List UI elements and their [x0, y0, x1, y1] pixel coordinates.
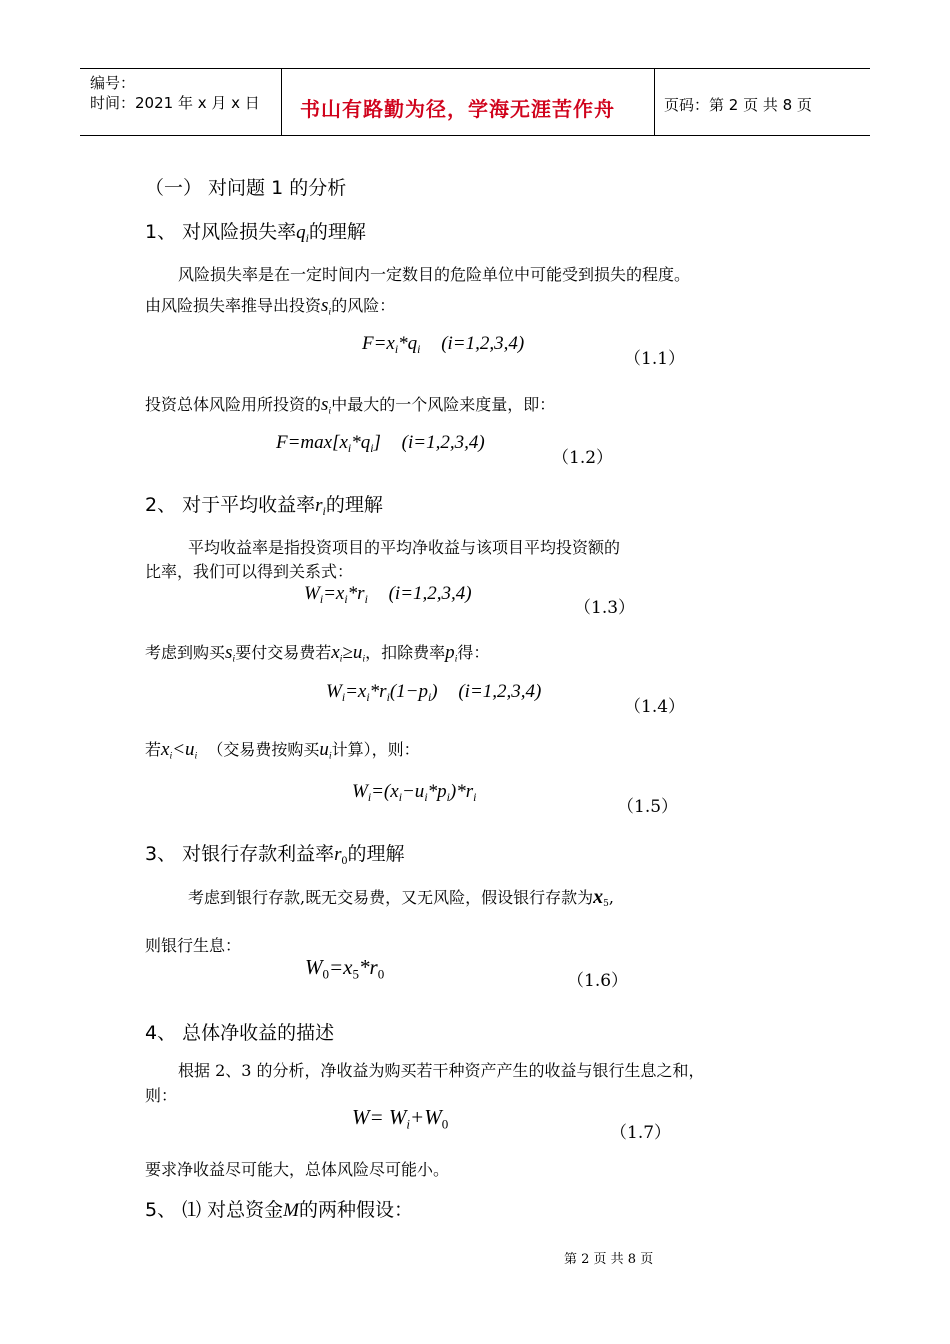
eq-part: (1−p: [389, 681, 428, 702]
paragraph: [145, 293, 395, 317]
eq-part: *r: [359, 955, 378, 979]
sub-i: i: [454, 653, 458, 665]
subsection-5-heading: [145, 1195, 413, 1222]
equation-1-3: [304, 583, 472, 605]
sub-i: i: [446, 791, 450, 805]
equation-number: （1.7）: [610, 1123, 672, 1143]
sub-i: i: [322, 505, 326, 519]
text-run: 计算），则：: [331, 740, 420, 759]
sub-i: i: [366, 691, 370, 705]
eq-range: (i=1,2,3,4): [401, 432, 485, 453]
sub-zero: 0: [341, 854, 348, 868]
eq-part: W: [326, 681, 342, 702]
sub-five: 5: [603, 899, 609, 910]
sub-i: i: [232, 653, 236, 665]
sub-i: i: [473, 791, 477, 805]
text-run: 考虑到银行存款,既无交易费，又无风险，假设银行存款为: [188, 888, 594, 907]
eq-part: <u: [172, 739, 195, 760]
eq-part: *q: [351, 432, 371, 453]
text-run: 投资总体风险用所投资的: [145, 395, 322, 414]
eq-part: *r: [369, 681, 387, 702]
subsection-1-heading: [145, 217, 366, 244]
subsection-1-title-post: 的理解: [308, 221, 366, 243]
equation-number: （1.2）: [552, 448, 614, 468]
header-divider-right: [654, 68, 655, 136]
eq-part: *q: [398, 333, 418, 354]
subsection-2-title-pre: 2、 对于平均收益率: [145, 494, 316, 516]
eq-part: ): [431, 681, 438, 702]
sub-i: i: [367, 791, 372, 805]
paragraph: [145, 640, 489, 664]
var-x: x: [331, 642, 340, 663]
header-divider-left: [281, 68, 282, 136]
eq-range: (i=1,2,3,4): [441, 333, 525, 354]
sub-zero: 0: [377, 966, 385, 982]
var-r: r: [315, 495, 323, 516]
paragraph: 风险损失率是在一定时间内一定数目的危险单位中可能受到损失的程度。: [178, 265, 691, 284]
sub-zero: 0: [322, 966, 330, 982]
eq-part: W: [304, 583, 320, 604]
sub-i: i: [347, 442, 352, 456]
paragraph: 平均收益率是指投资项目的平均净收益与该项目平均投资额的: [188, 538, 621, 557]
var-x: x: [593, 886, 604, 908]
text-run: 由风险损失率推导出投资: [145, 296, 322, 315]
header-bottom-rule: [80, 135, 870, 136]
eq-part: W= W: [352, 1105, 407, 1129]
var-p: p: [445, 642, 455, 663]
paragraph: 根据 2、3 的分析，净收益为购买若干种资产产生的收益与银行生息之和，: [178, 1061, 705, 1080]
sub-i: i: [370, 442, 374, 456]
sub-i: i: [394, 343, 399, 357]
eq-part: =(x: [371, 781, 399, 802]
section-heading: （一） 对问题 1 的分析: [145, 177, 347, 199]
subsection-4-heading: 4、 总体净收益的描述: [145, 1022, 335, 1044]
sub-i: i: [424, 791, 428, 805]
var-x: x: [161, 739, 170, 760]
sub-i: i: [364, 593, 368, 607]
subsection-2-title-post: 的理解: [325, 494, 383, 516]
sub-i: i: [169, 750, 173, 762]
sub-i: i: [194, 750, 198, 762]
var-s: s: [321, 394, 329, 415]
var-s: s: [321, 295, 329, 316]
equation-number: （1.4）: [624, 697, 686, 717]
text-run: 要付交易费若: [235, 643, 332, 662]
var-s: s: [225, 642, 233, 663]
paragraph: [145, 392, 555, 416]
eq-part: =x: [323, 583, 345, 604]
text-run: 若: [145, 740, 162, 759]
eq-range: (i=1,2,3,4): [458, 681, 542, 702]
sub-i: i: [428, 691, 432, 705]
text-run: 考虑到购买: [145, 643, 226, 662]
sub-i: i: [328, 306, 332, 318]
sub-i: i: [339, 653, 343, 665]
header-page-label: 页码：第 2 页 共 8 页: [664, 96, 812, 114]
paragraph: 则：: [145, 1086, 178, 1105]
paragraph: [188, 885, 614, 909]
equation-1-5: [352, 781, 476, 803]
text-run: ，扣除费率: [365, 643, 446, 662]
eq-part: *r: [347, 583, 365, 604]
equation-1-7: [352, 1105, 448, 1130]
sub-i: i: [398, 791, 402, 805]
equation-1-4: [326, 681, 541, 703]
paragraph: 比率，我们可以得到关系式：: [145, 562, 354, 581]
header-motto: 书山有路勤为径，学海无涯苦作舟: [300, 97, 615, 121]
eq-part: F=max[x: [276, 432, 348, 453]
header-number-label: 编号：: [90, 74, 136, 92]
subsection-5-title-post: 的两种假设：: [299, 1199, 414, 1221]
sub-i: i: [344, 593, 348, 607]
text-run: （交易费按购买: [207, 740, 320, 759]
text-run: 的风险：: [331, 296, 396, 315]
equation-1-2: [276, 432, 485, 454]
eq-part: −u: [401, 781, 425, 802]
subsection-3-title-pre: 3、 对银行存款利益率: [145, 843, 335, 865]
sub-i: i: [362, 653, 366, 665]
subsection-5-title-pre: 5、 ⑴ 对总资金: [145, 1199, 284, 1221]
text-run: ,: [608, 888, 614, 907]
text-run: 得：: [457, 643, 490, 662]
subsection-1-title-pre: 1、 对风险损失率: [145, 221, 297, 243]
eq-part: +W: [410, 1105, 442, 1129]
sub-i: i: [328, 750, 332, 762]
eq-part: =x: [345, 681, 367, 702]
sub-i: i: [386, 691, 390, 705]
equation-number: （1.1）: [624, 349, 686, 369]
equation-1-1: [362, 333, 524, 355]
text-run: 中最大的一个风险来度量，即：: [331, 395, 556, 414]
sub-i: i: [328, 405, 332, 417]
header-date-label: 时间：2021 年 x 月 x 日: [90, 94, 260, 112]
sub-i: i: [305, 232, 309, 246]
var-r: r: [334, 844, 342, 865]
sub-five: 5: [352, 966, 360, 982]
subsection-3-heading: [145, 839, 404, 866]
sub-i: i: [319, 593, 324, 607]
paragraph: 要求净收益尽可能大，总体风险尽可能小。: [145, 1160, 450, 1179]
eq-part: =x: [329, 955, 353, 979]
var-u: u: [319, 739, 329, 760]
eq-part: *p: [427, 781, 447, 802]
equation-number: （1.6）: [567, 971, 629, 991]
eq-part: W: [352, 781, 368, 802]
header-top-rule: [80, 68, 870, 69]
eq-part: W: [305, 955, 323, 979]
eq-part: F=x: [362, 333, 395, 354]
equation-number: （1.5）: [617, 797, 679, 817]
sub-i: i: [417, 343, 421, 357]
eq-part: )*r: [449, 781, 474, 802]
var-q: q: [296, 222, 306, 243]
paragraph: 则银行生息：: [145, 936, 242, 955]
paragraph: [145, 737, 420, 761]
eq-range: (i=1,2,3,4): [388, 583, 472, 604]
eq-part: ]: [373, 432, 381, 453]
sub-i: i: [341, 691, 346, 705]
sub-i: i: [406, 1116, 411, 1132]
equation-1-6: [305, 955, 384, 980]
sub-zero: 0: [441, 1116, 449, 1132]
page-footer: 第 2 页 共 8 页: [564, 1252, 654, 1267]
subsection-3-title-post: 的理解: [347, 843, 405, 865]
eq-part: ≥u: [342, 642, 363, 663]
equation-number: （1.3）: [574, 598, 636, 618]
var-m: M: [283, 1200, 299, 1221]
subsection-2-heading: [145, 490, 383, 517]
